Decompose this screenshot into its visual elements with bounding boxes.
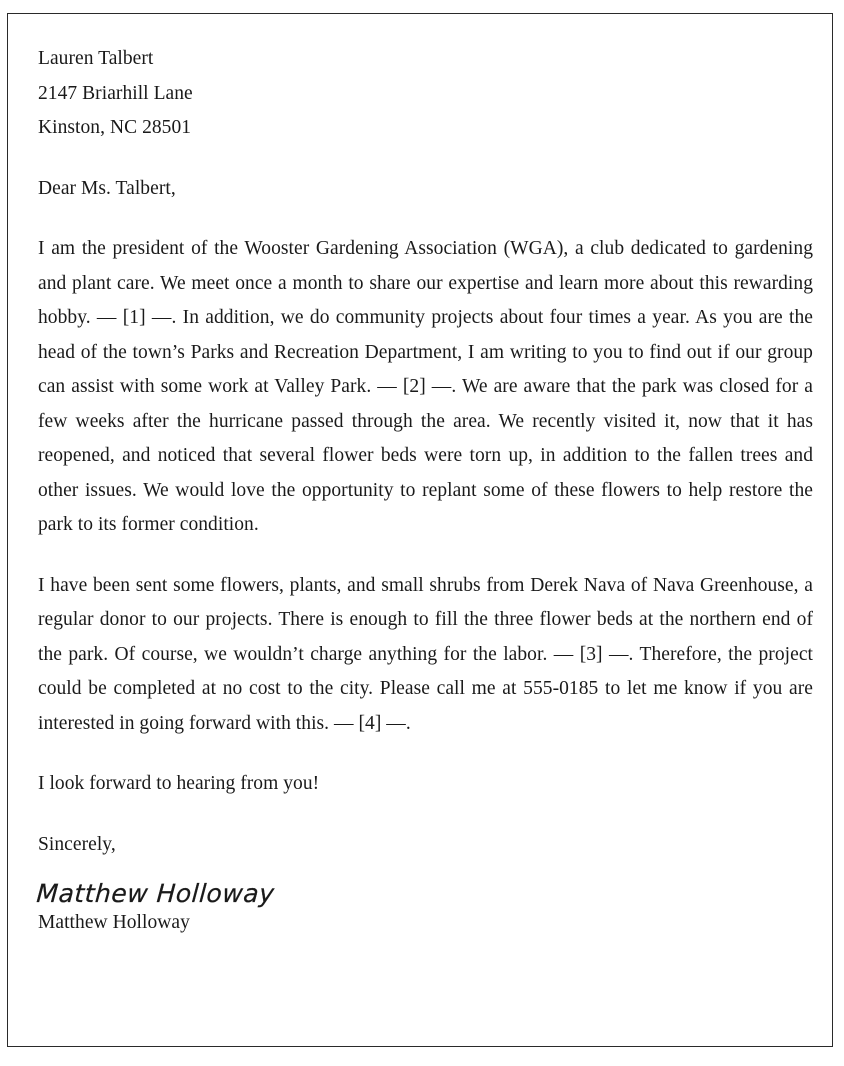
- recipient-name: Lauren Talbert: [38, 48, 154, 69]
- body-paragraph-2: I have been sent some flowers, plants, and small shrubs from Derek Nava of Nava Greenhouse, a regular donor to our projects. There is enough to fill the three flower beds at the northern end of the park. Of course, we wouldn’t charge anything for the labor. — [3] —. Therefore, the project could be completed at no cost to the city. Please call me at 555-0185 to let me know if you are interested in going forward with this. — [4] —.: [38, 574, 813, 734]
- signer-name: Matthew Holloway: [38, 912, 190, 933]
- recipient-city-state-zip: Kinston, NC 28501: [38, 117, 192, 138]
- valediction: Sincerely,: [38, 833, 116, 855]
- signature-image: [36, 874, 316, 914]
- body-paragraph-1: I am the president of the Wooster Gardening Association (WGA), a club dedicated to gardening and plant care. We meet once a month to share our expertise and learn more about this rewarding hobby. — [1] —. In addition, we do community projects about four times a year. As you are the head of the town’s Parks and Recreation Department, I am writing to you to find out if our group can assist with some work at Valley Park. — [2] —. We are aware that the park was closed for a few weeks after the hurricane passed through the area. We recently visited it, now that it has reopened, and noticed that several flower beds were torn up, in addition to the fallen trees and other issues. We would love the opportunity to replant some of these flowers to help restore the park to its former condition.: [38, 238, 813, 535]
- letter-frame: [7, 13, 833, 1047]
- signature-text: Matthew Holloway: [36, 879, 276, 908]
- handwritten-signature: [38, 874, 813, 912]
- recipient-street: 2147 Briarhill Lane: [38, 82, 193, 104]
- recipient-address: [38, 42, 813, 146]
- closing-line: I look forward to hearing from you!: [38, 773, 320, 794]
- letter-body: [38, 42, 813, 941]
- salutation: Dear Ms. Talbert,: [38, 177, 176, 199]
